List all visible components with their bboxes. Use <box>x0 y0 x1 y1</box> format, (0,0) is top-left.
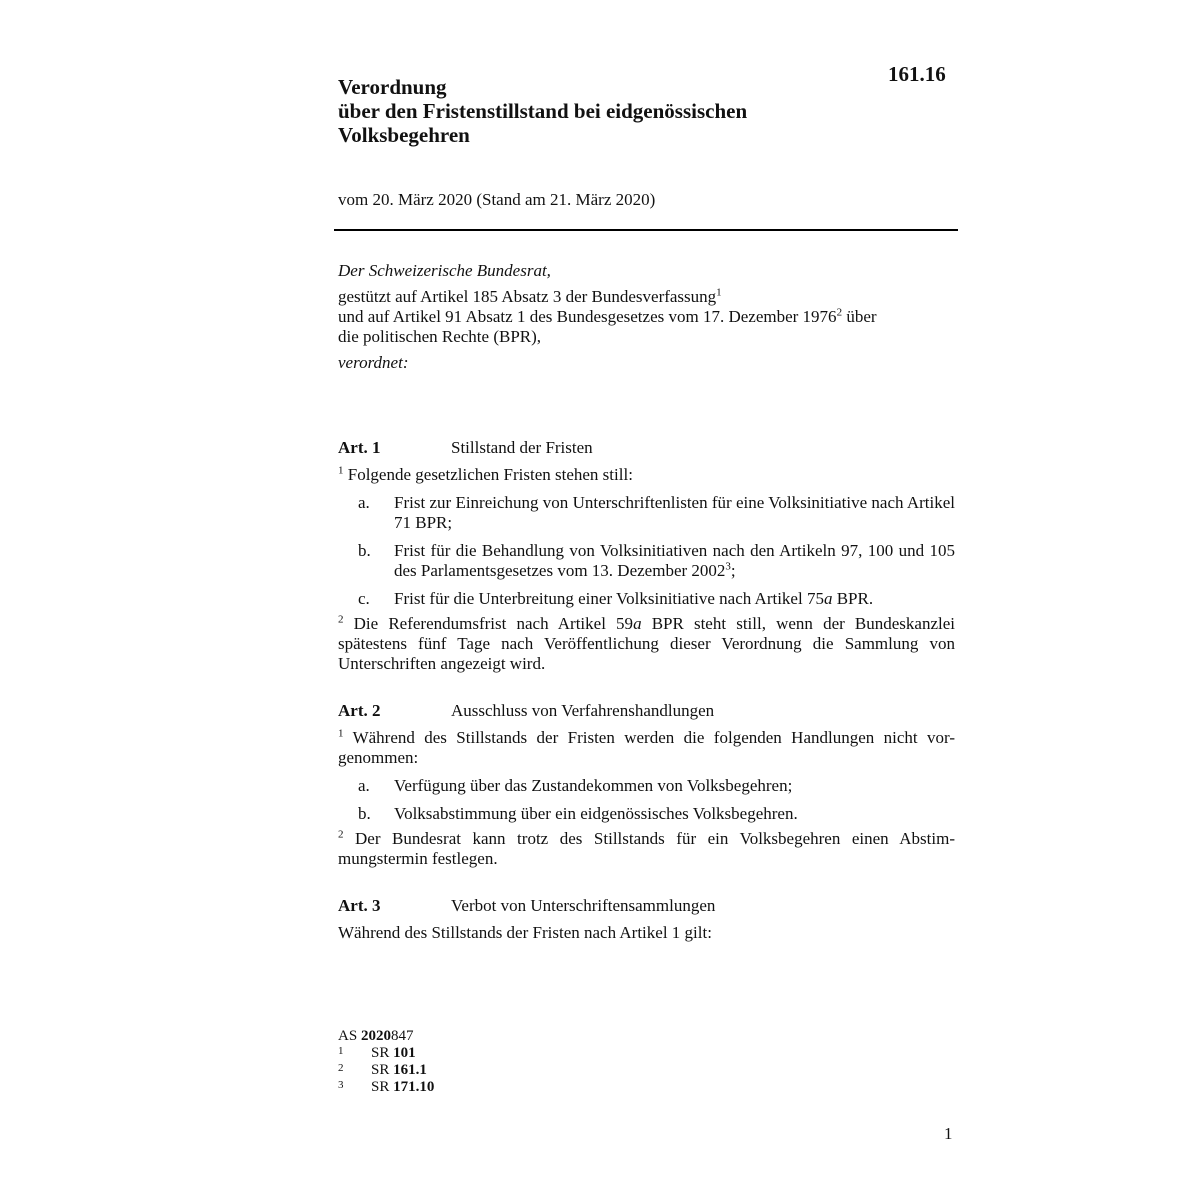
article-number: Art. 2 <box>338 701 381 720</box>
article-title: Ausschluss von Verfahrenshandlungen <box>451 701 715 720</box>
footnote: 2 SR 161.1 <box>338 1062 427 1078</box>
preamble-enacts: verordnet: <box>338 353 409 372</box>
article-3 <box>338 896 955 943</box>
document-title <box>338 75 878 147</box>
title-line: Volksbegehren <box>338 123 470 147</box>
item-list <box>338 493 955 609</box>
preamble-line: gestützt auf Artikel 185 Absatz 3 der Bundesverfassung$^1$ <box>338 286 722 306</box>
article-title: Verbot von Unterschriftensammlungen <box>451 896 716 915</box>
article-heading <box>338 896 955 916</box>
article-title: Stillstand der Fristen <box>451 438 593 457</box>
official-compilation-ref: AS 2020 847 <box>338 1028 414 1044</box>
sr-number: 161.16 <box>888 62 946 86</box>
title-divider <box>334 229 958 231</box>
footnote-ref[interactable]: 2 <box>836 306 843 319</box>
paragraph: $^1$ Folgende gesetzlichen Fristen stehen still: <box>338 464 633 484</box>
article-heading <box>338 701 955 721</box>
paragraph: $^2$ Der Bundesrat kann trotz des Stillstands für ein Volksbegehren einen Abstim-mungstermin festlegen. <box>338 828 955 868</box>
footnote-ref[interactable]: 1 <box>716 286 722 299</box>
article-heading <box>338 438 955 458</box>
footnote: 1 SR 101 <box>338 1045 416 1061</box>
title-line: über den Fristenstillstand bei eidgenössischen <box>338 99 748 123</box>
item-list <box>338 776 955 824</box>
title-line: Verordnung <box>338 75 447 99</box>
footnote: 3 SR 171.10 <box>338 1079 435 1095</box>
document-body <box>338 438 955 970</box>
document-date: vom 20. März 2020 (Stand am 21. März 2020) <box>338 190 656 209</box>
list-item: b. Volksabstimmung über ein eidgenössisches Volksbegehren. <box>358 804 798 823</box>
preamble <box>338 261 938 373</box>
article-1 <box>338 438 955 674</box>
paragraph: Während des Stillstands der Fristen nach Artikel 1 gilt: <box>338 923 712 942</box>
footnote-ref[interactable]: 3 <box>725 560 731 573</box>
preamble-authority: Der Schweizerische Bundesrat, <box>338 261 551 280</box>
list-item: a. Frist zur Einreichung von Unterschriftenlisten für eine Volksinitiative nach Artikel 71 BPR; <box>358 493 955 532</box>
list-item: c. Frist für die Unterbreitung einer Volksinitiative nach Artikel 75a BPR. <box>358 589 874 608</box>
footnotes <box>338 1028 638 1096</box>
paragraph: $^1$ Während des Stillstands der Fristen werden die folgenden Handlungen nicht vor-genommen: <box>338 727 955 767</box>
paragraph: $^2$ Die Referendumsfrist nach Artikel 59a BPR steht still, wenn der Bundeskanzlei spätestens fünf Tage nach Veröffentlichung dieser Verordnung die Sammlung von Unterschriften angezeigt wird. <box>338 613 955 673</box>
article-number: Art. 3 <box>338 896 381 915</box>
list-item: b. Frist für die Behandlung von Volksinitiativen nach den Artikeln 97, 100 und 105 des Parlamentsgesetzes vom 13. Dezember 2002$^3$; <box>358 541 955 580</box>
preamble-line: und auf Artikel 91 Absatz 1 des Bundesgesetzes vom 17. Dezember 1976$^2$ über <box>338 306 877 326</box>
preamble-line: die politischen Rechte (BPR), <box>338 327 542 346</box>
article-number: Art. 1 <box>338 438 381 457</box>
list-item: a. Verfügung über das Zustandekommen von Volksbegehren; <box>358 776 793 795</box>
page-number: 1 <box>944 1124 953 1143</box>
article-2 <box>338 701 955 869</box>
